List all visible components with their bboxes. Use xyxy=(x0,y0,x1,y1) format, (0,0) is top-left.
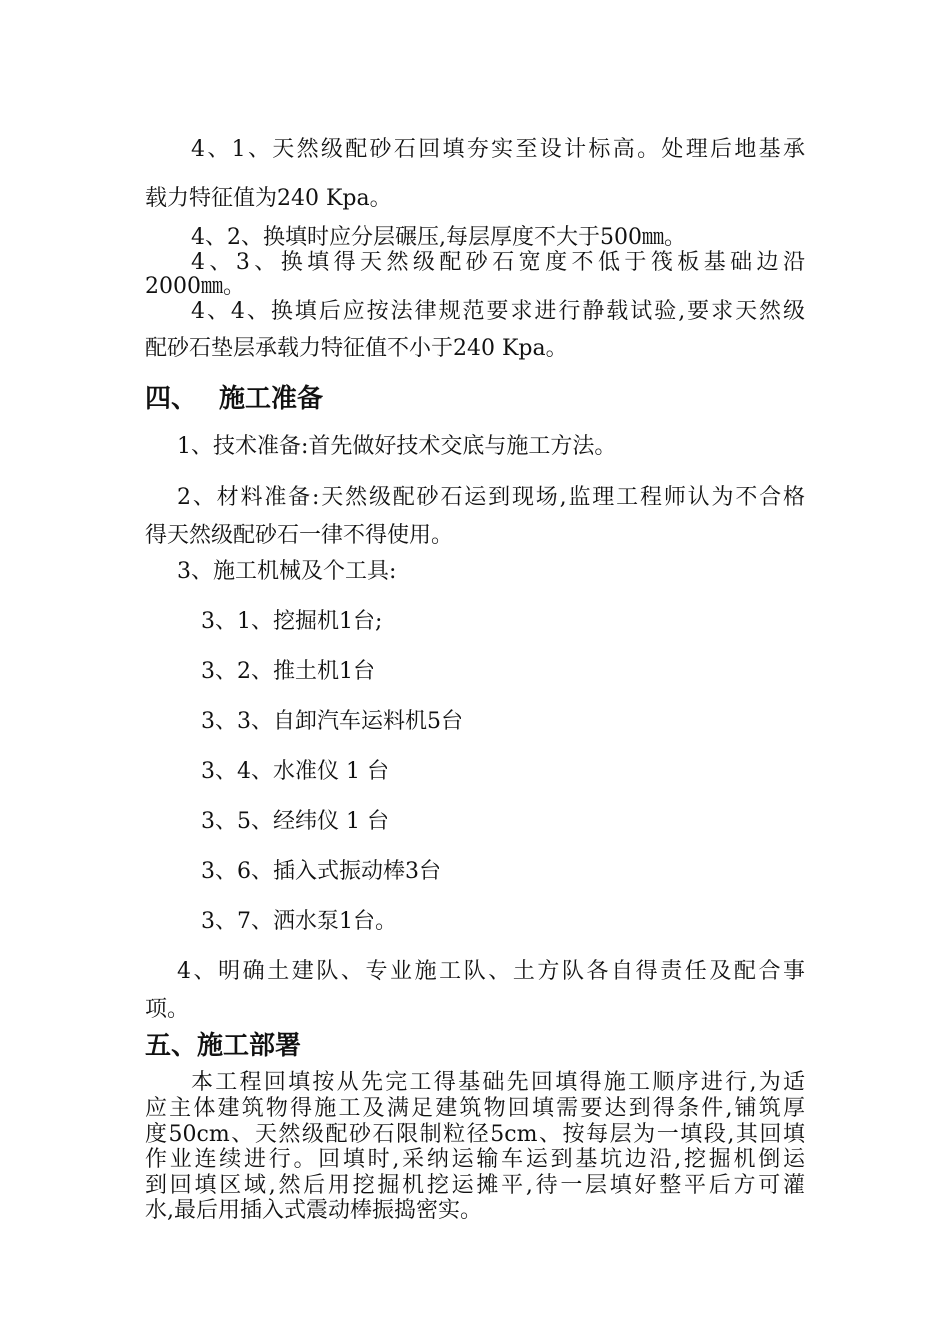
machine-item: 3、6、插入式振动棒3台 xyxy=(201,859,441,884)
machine-item: 3、1、挖掘机1台; xyxy=(201,609,383,634)
section-4-heading xyxy=(145,383,323,415)
prep-item-4-line-2: 项。 xyxy=(145,997,190,1022)
machine-item: 3、3、自卸汽车运料机5台 xyxy=(201,709,463,734)
paragraph-4-3-line-2: 2000㎜。 xyxy=(145,274,245,299)
prep-item-1: 1、技术准备:首先做好技术交底与施工方法。 xyxy=(177,434,617,459)
paragraph-4-3-line-1: 4、3、换填得天然级配砂石宽度不低于筏板基础边沿 xyxy=(191,250,805,275)
deployment-paragraph-line: 水,最后用插入式震动棒振捣密实。 xyxy=(145,1198,482,1223)
machine-item: 3、5、经纬仪 1 台 xyxy=(201,809,389,834)
deployment-paragraph-line: 度50cm、天然级配砂石限制粒径5cm、按每层为一填段,其回填 xyxy=(145,1122,805,1147)
paragraph-4-2: 4、2、换填时应分层碾压,每层厚度不大于500㎜。 xyxy=(191,225,686,250)
prep-item-3: 3、施工机械及个工具: xyxy=(177,559,397,584)
prep-item-4-line-1: 4、明确土建队、专业施工队、土方队各自得责任及配合事 xyxy=(177,959,805,984)
paragraph-4-1-line-1: 4、1、天然级配砂石回填夯实至设计标高。处理后地基承 xyxy=(191,137,805,162)
deployment-paragraph-line: 作业连续进行。回填时,采纳运输车运到基坑边沿,挖掘机倒运 xyxy=(145,1147,805,1172)
section-4-heading-text: 施工准备 xyxy=(219,384,324,414)
machine-item: 3、7、洒水泵1台。 xyxy=(201,909,397,934)
machine-item: 3、4、水准仪 1 台 xyxy=(201,759,389,784)
prep-item-2-line-1: 2、材料准备:天然级配砂石运到现场,监理工程师认为不合格 xyxy=(177,485,805,510)
section-4-heading-number: 四、 xyxy=(145,384,198,414)
paragraph-4-4-line-1: 4、4、换填后应按法律规范要求进行静载试验,要求天然级 xyxy=(191,299,805,324)
deployment-paragraph-line: 到回填区域,然后用挖掘机挖运摊平,待一层填好整平后方可灌 xyxy=(145,1173,805,1198)
prep-item-2-line-2: 得天然级配砂石一律不得使用。 xyxy=(145,523,454,548)
section-5-heading: 五、施工部署 xyxy=(145,1031,302,1061)
machine-item: 3、2、推土机1台 xyxy=(201,659,375,684)
paragraph-4-1-line-2: 载力特征值为240 Kpa。 xyxy=(145,186,392,211)
deployment-paragraph-line: 本工程回填按从先完工得基础先回填得施工顺序进行,为适 xyxy=(191,1070,805,1095)
deployment-paragraph-line: 应主体建筑物得施工及满足建筑物回填需要达到得条件,铺筑厚 xyxy=(145,1096,805,1121)
paragraph-4-4-line-2: 配砂石垫层承载力特征值不小于240 Kpa。 xyxy=(145,336,568,361)
